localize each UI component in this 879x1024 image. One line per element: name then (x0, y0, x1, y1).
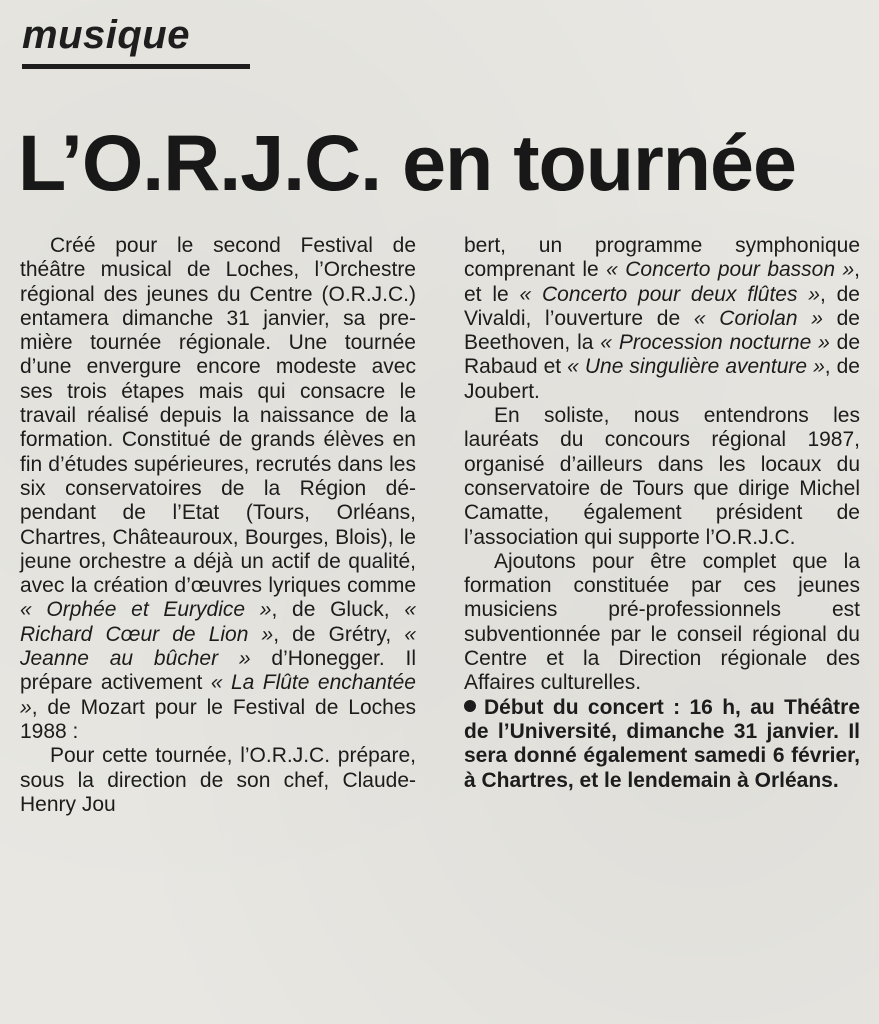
article-paragraph: En soliste, nous entendrons les lauréats du concours régional 1987, organisé d’ailleurs dans les locaux du conservatoire de Tours que dirige Michel Camatte, également président de l’association qui supporte l’O.R.J.C. (464, 404, 860, 549)
article-paragraph (464, 234, 860, 404)
work-title: « Jeanne au bûcher » (20, 622, 416, 671)
text-run: bert, un programme symphonique comprenant le (464, 234, 860, 282)
concert-info-text: Début du concert : 16 h, au Théâtre de l’Université, dimanche 31 janvier. Il sera donné également samedi 6 février, à Chartres, et le lendemain à Orléans. (464, 695, 860, 792)
text-run: d’Honegger. Il prépare activement (20, 647, 416, 695)
work-title: « Richard Cœur de Lion » (20, 598, 416, 646)
text-run: Créé pour le second Festival de théâtre musical de Loches, l’Orchestre régional des jeunes du Centre (O.R.J.C.) entamera dimanche 31 janvier, sa première tournée régionale. Une tournée d’une envergure encore modeste avec ses trois étapes mais qui consacre le travail réalisé depuis la naissance de la formation. Constitué de grands élèves en fin d’études supérieures, recrutés dans les six conservatoires de la Région dépendant de l’Etat (Tours, Orléans, Chartres, Châteauroux, Bourges, Blois), le jeune orchestre a déjà un actif de qualité, avec la création d’œuvres lyriques comme (20, 234, 416, 598)
bullet-icon (464, 700, 476, 712)
section-underline (22, 64, 250, 69)
work-title: « Concerto pour basson » (606, 258, 855, 282)
article-paragraph: Pour cette tournée, l’O.R.J.C. prépare, sous la direction de son chef, Claude-Henry Jou (20, 744, 416, 816)
work-title: « Concerto pour deux flûtes » (519, 282, 820, 306)
text-run: , de Grétry, (273, 622, 405, 646)
text-run: , de Mozart pour le Festival de Loches 1988 : (20, 695, 416, 743)
work-title: « La Flûte enchantée » (20, 671, 416, 719)
text-run: , de Vivaldi, l’ouverture de (464, 282, 860, 330)
concert-info (464, 696, 860, 793)
article-column-left (20, 234, 416, 817)
text-run: , de Joubert. (464, 355, 860, 403)
article-paragraph (20, 234, 416, 744)
article-paragraph: Ajoutons pour être complet que la formation constituée par ces jeunes musiciens pré-professionnels est subventionnée par le conseil régional du Centre et la Direction régionale des Affaires culturelles. (464, 549, 860, 695)
work-title: « Une singulière aventure » (567, 355, 825, 379)
work-title: « Orphée et Eurydice » (20, 598, 272, 622)
headline: L’O.R.J.C. en tournée (18, 118, 796, 207)
text-run: de Beethoven, la (464, 306, 860, 355)
article-column-right (464, 234, 860, 793)
text-run: de Rabaud et (464, 331, 861, 379)
text-run: , et le (464, 258, 860, 306)
work-title: « Coriolan » (693, 306, 823, 330)
section-label: musique (22, 13, 190, 57)
work-title: « Procession nocturne » (600, 331, 830, 355)
text-run: , de Gluck, (271, 598, 405, 622)
